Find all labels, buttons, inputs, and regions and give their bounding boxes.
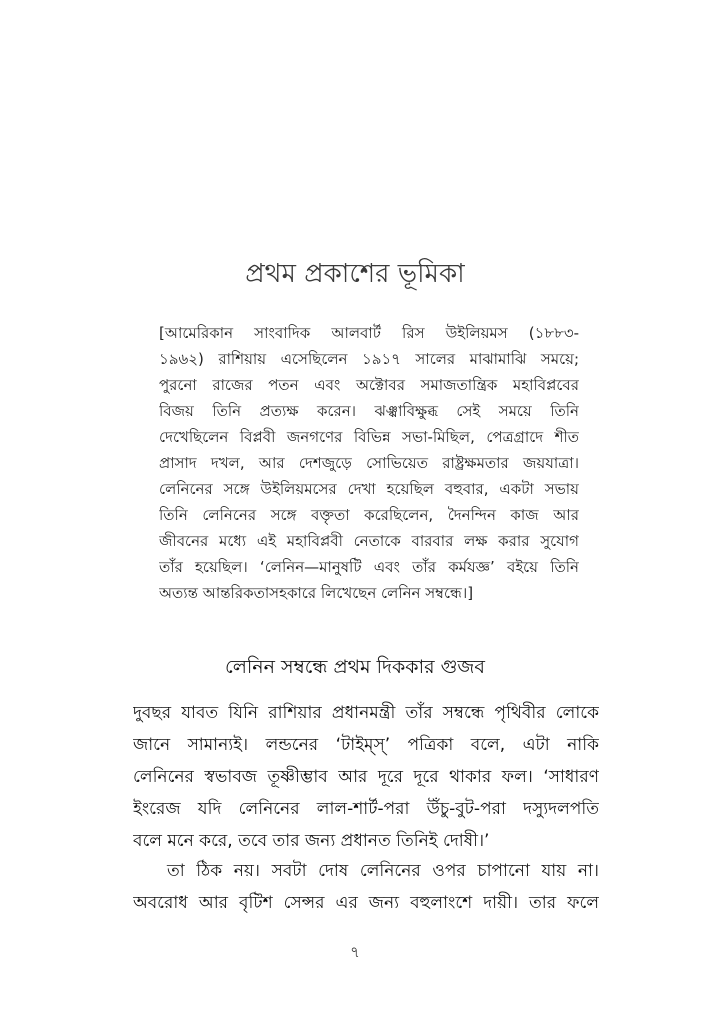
body-paragraph-2 [133,855,599,919]
intro-line: বিজয় তিনি প্রত্যক্ষ করেন। ঝঞ্ঝাবিক্ষুব্ধ সেই সময়ে তিনি [159,402,579,420]
section-heading: লেনিন সম্বন্ধে প্রথম দিককার গুজব [225,656,485,678]
intro-note [159,320,579,606]
intro-line: পুরনো রাজের পতন এবং অক্টোবর সমাজতান্ত্রিক মহাবিপ্লবের [159,376,579,394]
page-number: ৭ [350,943,360,961]
intro-line: তাঁর হয়েছিল। ‘লেনিন—মানুষটি এবং তাঁর কর্মযজ্ঞ’ বইয়ে তিনি [159,558,579,576]
intro-line: তিনি লেনিনের সঙ্গে বক্তৃতা করেছিলেন, দৈনন্দিন কাজ আর [159,506,579,524]
intro-line: দেখেছিলেন বিপ্লবী জনগণের বিভিন্ন সভা-মিছিল, পেত্রগ্রাদে শীত [159,428,579,446]
intro-line: জীবনের মধ্যে এই মহাবিপ্লবী নেতাকে বারবার লক্ষ করার সুযোগ [159,532,579,550]
paragraph-line: বলে মনে করে, তবে তার জন্য প্রধানত তিনিই দোষী।’ [133,831,490,851]
intro-line: প্রাসাদ দখল, আর দেশজুড়ে সোভিয়েত রাষ্ট্রক্ষমতার জয়যাত্রা। [159,454,579,472]
paragraph-line: দুবছর যাবত যিনি রাশিয়ার প্রধানমন্ত্রী তাঁর সম্বন্ধে পৃথিবীর লোকে [133,703,599,723]
intro-line: [আমেরিকান সাংবাদিক আলবার্ট রিস উইলিয়মস (১৮৮৩- [159,324,579,342]
paragraph-line: জানে সামান্যই। লন্ডনের ‘টাইম্‌স্’ পত্রিকা বলে, এটা নাকি [133,735,599,755]
paragraph-line: লেনিনের স্বভাবজ তূষ্ণীম্ভাব আর দূরে দূরে থাকার ফল। ‘সাধারণ [133,767,599,787]
paragraph-line: ইংরেজ যদি লেনিনের লাল-শার্ট-পরা উঁচু-বুট-পরা দস্যুদলপতি [133,799,599,819]
paragraph-line: তা ঠিক নয়। সবটা দোষ লেনিনের ওপর চাপানো যায় না। [167,861,599,881]
intro-line: লেনিনের সঙ্গে উইলিয়মসের দেখা হয়েছিল বহুবার, একটা সভায় [159,480,579,498]
intro-line: ১৯৬২) রাশিয়ায় এসেছিলেন ১৯১৭ সালের মাঝামাঝি সময়ে; [159,350,579,368]
body-paragraph-1 [133,697,599,857]
page-title: প্রথম প্রকাশের ভূমিকা [245,259,465,289]
paragraph-line: অবরোধ আর বৃটিশ সেন্সর এর জন্য বহুলাংশে দায়ী। তার ফলে [133,893,599,913]
intro-line: অত্যন্ত আন্তরিকতাসহকারে লিখেছেন লেনিন সম্বন্ধে।] [159,584,474,602]
